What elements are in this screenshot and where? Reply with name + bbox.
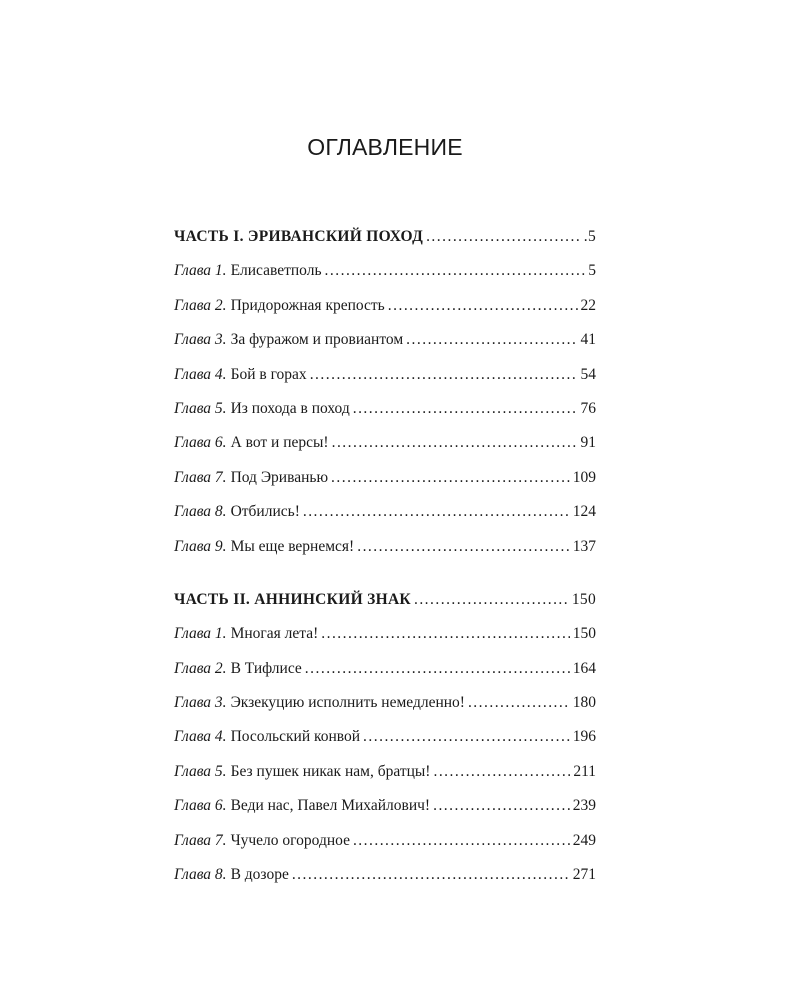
part-spacer bbox=[174, 572, 596, 591]
page-number: 5 bbox=[588, 262, 596, 280]
dot-leader bbox=[414, 591, 569, 609]
chapter-number: Глава 4. bbox=[174, 728, 227, 746]
page-number: 196 bbox=[572, 728, 596, 746]
page-number: 271 bbox=[572, 866, 596, 884]
toc-chapter-entry[interactable] bbox=[174, 538, 596, 572]
dot-leader bbox=[353, 400, 578, 418]
page-number: 22 bbox=[580, 296, 596, 314]
dot-leader bbox=[292, 866, 570, 884]
toc-chapter-entry[interactable] bbox=[174, 728, 596, 762]
dot-leader bbox=[388, 297, 578, 315]
toc-chapter-entry[interactable] bbox=[174, 469, 596, 503]
toc-part-heading[interactable] bbox=[174, 591, 596, 625]
page-number: .5 bbox=[583, 228, 596, 245]
chapter-number: Глава 1. bbox=[174, 625, 227, 643]
dot-leader bbox=[305, 660, 570, 678]
dot-leader bbox=[310, 366, 578, 384]
toc-chapter-entry[interactable] bbox=[174, 366, 596, 400]
page-number: 249 bbox=[572, 831, 596, 849]
toc-chapter-entry[interactable] bbox=[174, 832, 596, 866]
toc-chapter-entry[interactable] bbox=[174, 866, 596, 900]
toc-chapter-entry[interactable] bbox=[174, 331, 596, 365]
chapter-title: В дозоре bbox=[230, 866, 289, 884]
dot-leader bbox=[303, 503, 570, 521]
toc-chapter-entry[interactable] bbox=[174, 763, 596, 797]
chapter-title: Бой в горах bbox=[230, 365, 307, 383]
dot-leader bbox=[406, 331, 577, 349]
chapter-title: Придорожная крепость bbox=[230, 296, 385, 314]
page-number: 211 bbox=[573, 762, 596, 780]
chapter-number: Глава 8. bbox=[174, 866, 227, 884]
dot-leader bbox=[332, 434, 578, 452]
chapter-title: За фуражом и провиантом bbox=[230, 331, 404, 349]
chapter-title: Экзекуцию исполнить немедленно! bbox=[230, 694, 465, 712]
chapter-title: Веди нас, Павел Михайлович! bbox=[230, 797, 431, 815]
toc-chapter-entry[interactable] bbox=[174, 503, 596, 537]
dot-leader bbox=[363, 728, 570, 746]
toc-chapter-entry[interactable] bbox=[174, 400, 596, 434]
chapter-number: Глава 5. bbox=[174, 399, 227, 417]
page-number: 109 bbox=[572, 468, 596, 486]
chapter-number: Глава 8. bbox=[174, 503, 227, 521]
chapter-number: Глава 3. bbox=[174, 694, 227, 712]
chapter-number: Глава 7. bbox=[174, 831, 227, 849]
chapter-title: Посольский конвой bbox=[230, 728, 361, 746]
chapter-number: Глава 9. bbox=[174, 537, 227, 555]
chapter-title: Мы еще вернемся! bbox=[230, 537, 355, 555]
page-number: 54 bbox=[580, 365, 596, 383]
page-number: 124 bbox=[572, 503, 596, 521]
part-title: ЧАСТЬ I. ЭРИВАНСКИЙ ПОХОД bbox=[174, 228, 424, 245]
toc-chapter-entry[interactable] bbox=[174, 434, 596, 468]
chapter-number: Глава 2. bbox=[174, 296, 227, 314]
chapter-title: Под Эриванью bbox=[230, 468, 329, 486]
page-number: 239 bbox=[572, 797, 596, 815]
chapter-title: Отбились! bbox=[230, 503, 300, 521]
chapter-title: Чучело огородное bbox=[230, 831, 350, 849]
chapter-number: Глава 6. bbox=[174, 797, 227, 815]
chapter-number: Глава 2. bbox=[174, 659, 227, 677]
page-number: 91 bbox=[580, 434, 596, 452]
page-title: ОГЛАВЛЕНИЕ bbox=[307, 134, 463, 160]
chapter-number: Глава 5. bbox=[174, 762, 227, 780]
page-number: 150 bbox=[571, 590, 596, 608]
dot-leader bbox=[433, 763, 570, 781]
part-title: ЧАСТЬ II. АННИНСКИЙ ЗНАК bbox=[174, 590, 411, 608]
page-number: 164 bbox=[572, 659, 596, 677]
chapter-title: Без пушек никак нам, братцы! bbox=[230, 762, 431, 780]
page-number: 41 bbox=[580, 331, 596, 349]
dot-leader bbox=[325, 262, 586, 280]
toc-chapter-entry[interactable] bbox=[174, 625, 596, 659]
dot-leader bbox=[468, 694, 570, 712]
chapter-title: В Тифлисе bbox=[230, 659, 302, 677]
toc-chapter-entry[interactable] bbox=[174, 797, 596, 831]
toc-chapter-entry[interactable] bbox=[174, 694, 596, 728]
chapter-title: Елисаветполь bbox=[230, 262, 322, 280]
toc-chapter-entry[interactable] bbox=[174, 262, 596, 296]
chapter-number: Глава 4. bbox=[174, 365, 227, 383]
table-of-contents bbox=[174, 228, 596, 900]
page-number: 76 bbox=[580, 399, 596, 417]
chapter-title: Многая лета! bbox=[230, 625, 319, 643]
dot-leader bbox=[321, 625, 570, 643]
chapter-number: Глава 1. bbox=[174, 262, 227, 280]
chapter-title: Из похода в поход bbox=[230, 399, 350, 417]
page-number: 180 bbox=[572, 694, 596, 712]
dot-leader bbox=[426, 228, 581, 246]
chapter-number: Глава 3. bbox=[174, 331, 227, 349]
chapter-title: А вот и персы! bbox=[230, 434, 329, 452]
toc-chapter-entry[interactable] bbox=[174, 660, 596, 694]
toc-chapter-entry[interactable] bbox=[174, 297, 596, 331]
dot-leader bbox=[331, 469, 570, 487]
page-number: 150 bbox=[572, 625, 596, 643]
dot-leader bbox=[357, 538, 570, 556]
toc-part-heading[interactable] bbox=[174, 228, 596, 262]
dot-leader bbox=[433, 797, 570, 815]
dot-leader bbox=[353, 832, 570, 850]
chapter-number: Глава 7. bbox=[174, 468, 227, 486]
page-number: 137 bbox=[572, 537, 596, 555]
chapter-number: Глава 6. bbox=[174, 434, 227, 452]
